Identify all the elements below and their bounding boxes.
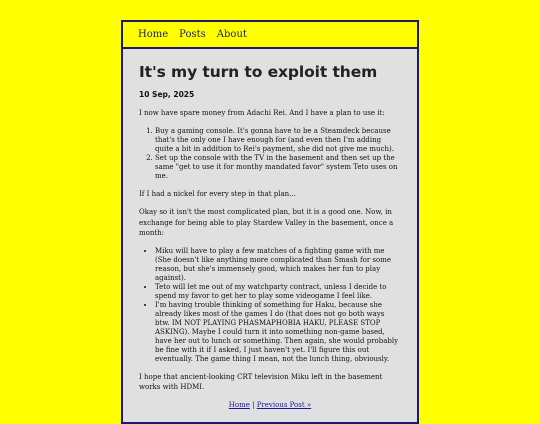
post-content	[123, 49, 417, 409]
terms-list	[139, 247, 401, 364]
post-date: 10 Sep, 2025	[139, 90, 195, 99]
nickel-paragraph: If I had a nickel for every step in that plan...	[139, 189, 296, 198]
nav-posts-link[interactable]: Posts	[179, 29, 206, 40]
footer-home-link[interactable]: Home	[228, 400, 250, 409]
post-intro: I now have spare money from Adachi Rei. And I have a plan to use it:	[139, 109, 385, 117]
terms-item: • I'm having trouble thinking of something for Haku, because she already likes most of the games I do (that does not go both ways btw. IM NOT PLAYING PHASMAPHOBIA HAKU, PLEASE STOP ASKING). Maybe I could turn it into something non-game based, have her out to lunch or something. Then again, she would probably be fine with it if I asked, I just haven't yet. I'll figure this out eventually. The game thing I mean, not the lunch thing, obviously.	[155, 301, 401, 364]
nav-bar	[123, 22, 417, 49]
plan-list	[139, 127, 401, 181]
nav-home-link[interactable]: Home	[138, 29, 169, 40]
closing-paragraph: I hope that ancient-looking CRT television Miku left in the basement works with HDMI.	[139, 372, 383, 391]
nav-about-link[interactable]: About	[216, 29, 247, 40]
post-title: It's my turn to exploit them	[139, 63, 378, 81]
terms-item: • Miku will have to play a few matches of a fighting game with me (She doesn't like anything more complicated than Smash for some reason, but she's immensely good, which makes her fun to play against).	[155, 247, 401, 283]
plan-item: 2. Set up the console with the TV in the basement and then set up the same "get to use it for monthy mandated favor" system Teto uses on me.	[155, 154, 401, 181]
previous-post-link[interactable]: Previous Post »	[256, 400, 312, 409]
plan-item: 1. Buy a gaming console. It's gonna have to be a Steamdeck because that's the only one I have enough for (and even then I'm adding quite a bit in addition to Rei's payment, she did not give me much).	[155, 127, 401, 154]
exchange-paragraph: Okay so it isn't the most complicated plan, but it is a good one. Now, in exchange for being able to play Stardew Valley in the basement, once a month:	[139, 208, 394, 237]
page-container	[121, 20, 419, 424]
footer-separator: |	[249, 400, 257, 409]
terms-item: • Teto will let me out of my watchparty contract, unless I decide to spend my favor to get her to play some videogame I feel like.	[155, 283, 401, 301]
